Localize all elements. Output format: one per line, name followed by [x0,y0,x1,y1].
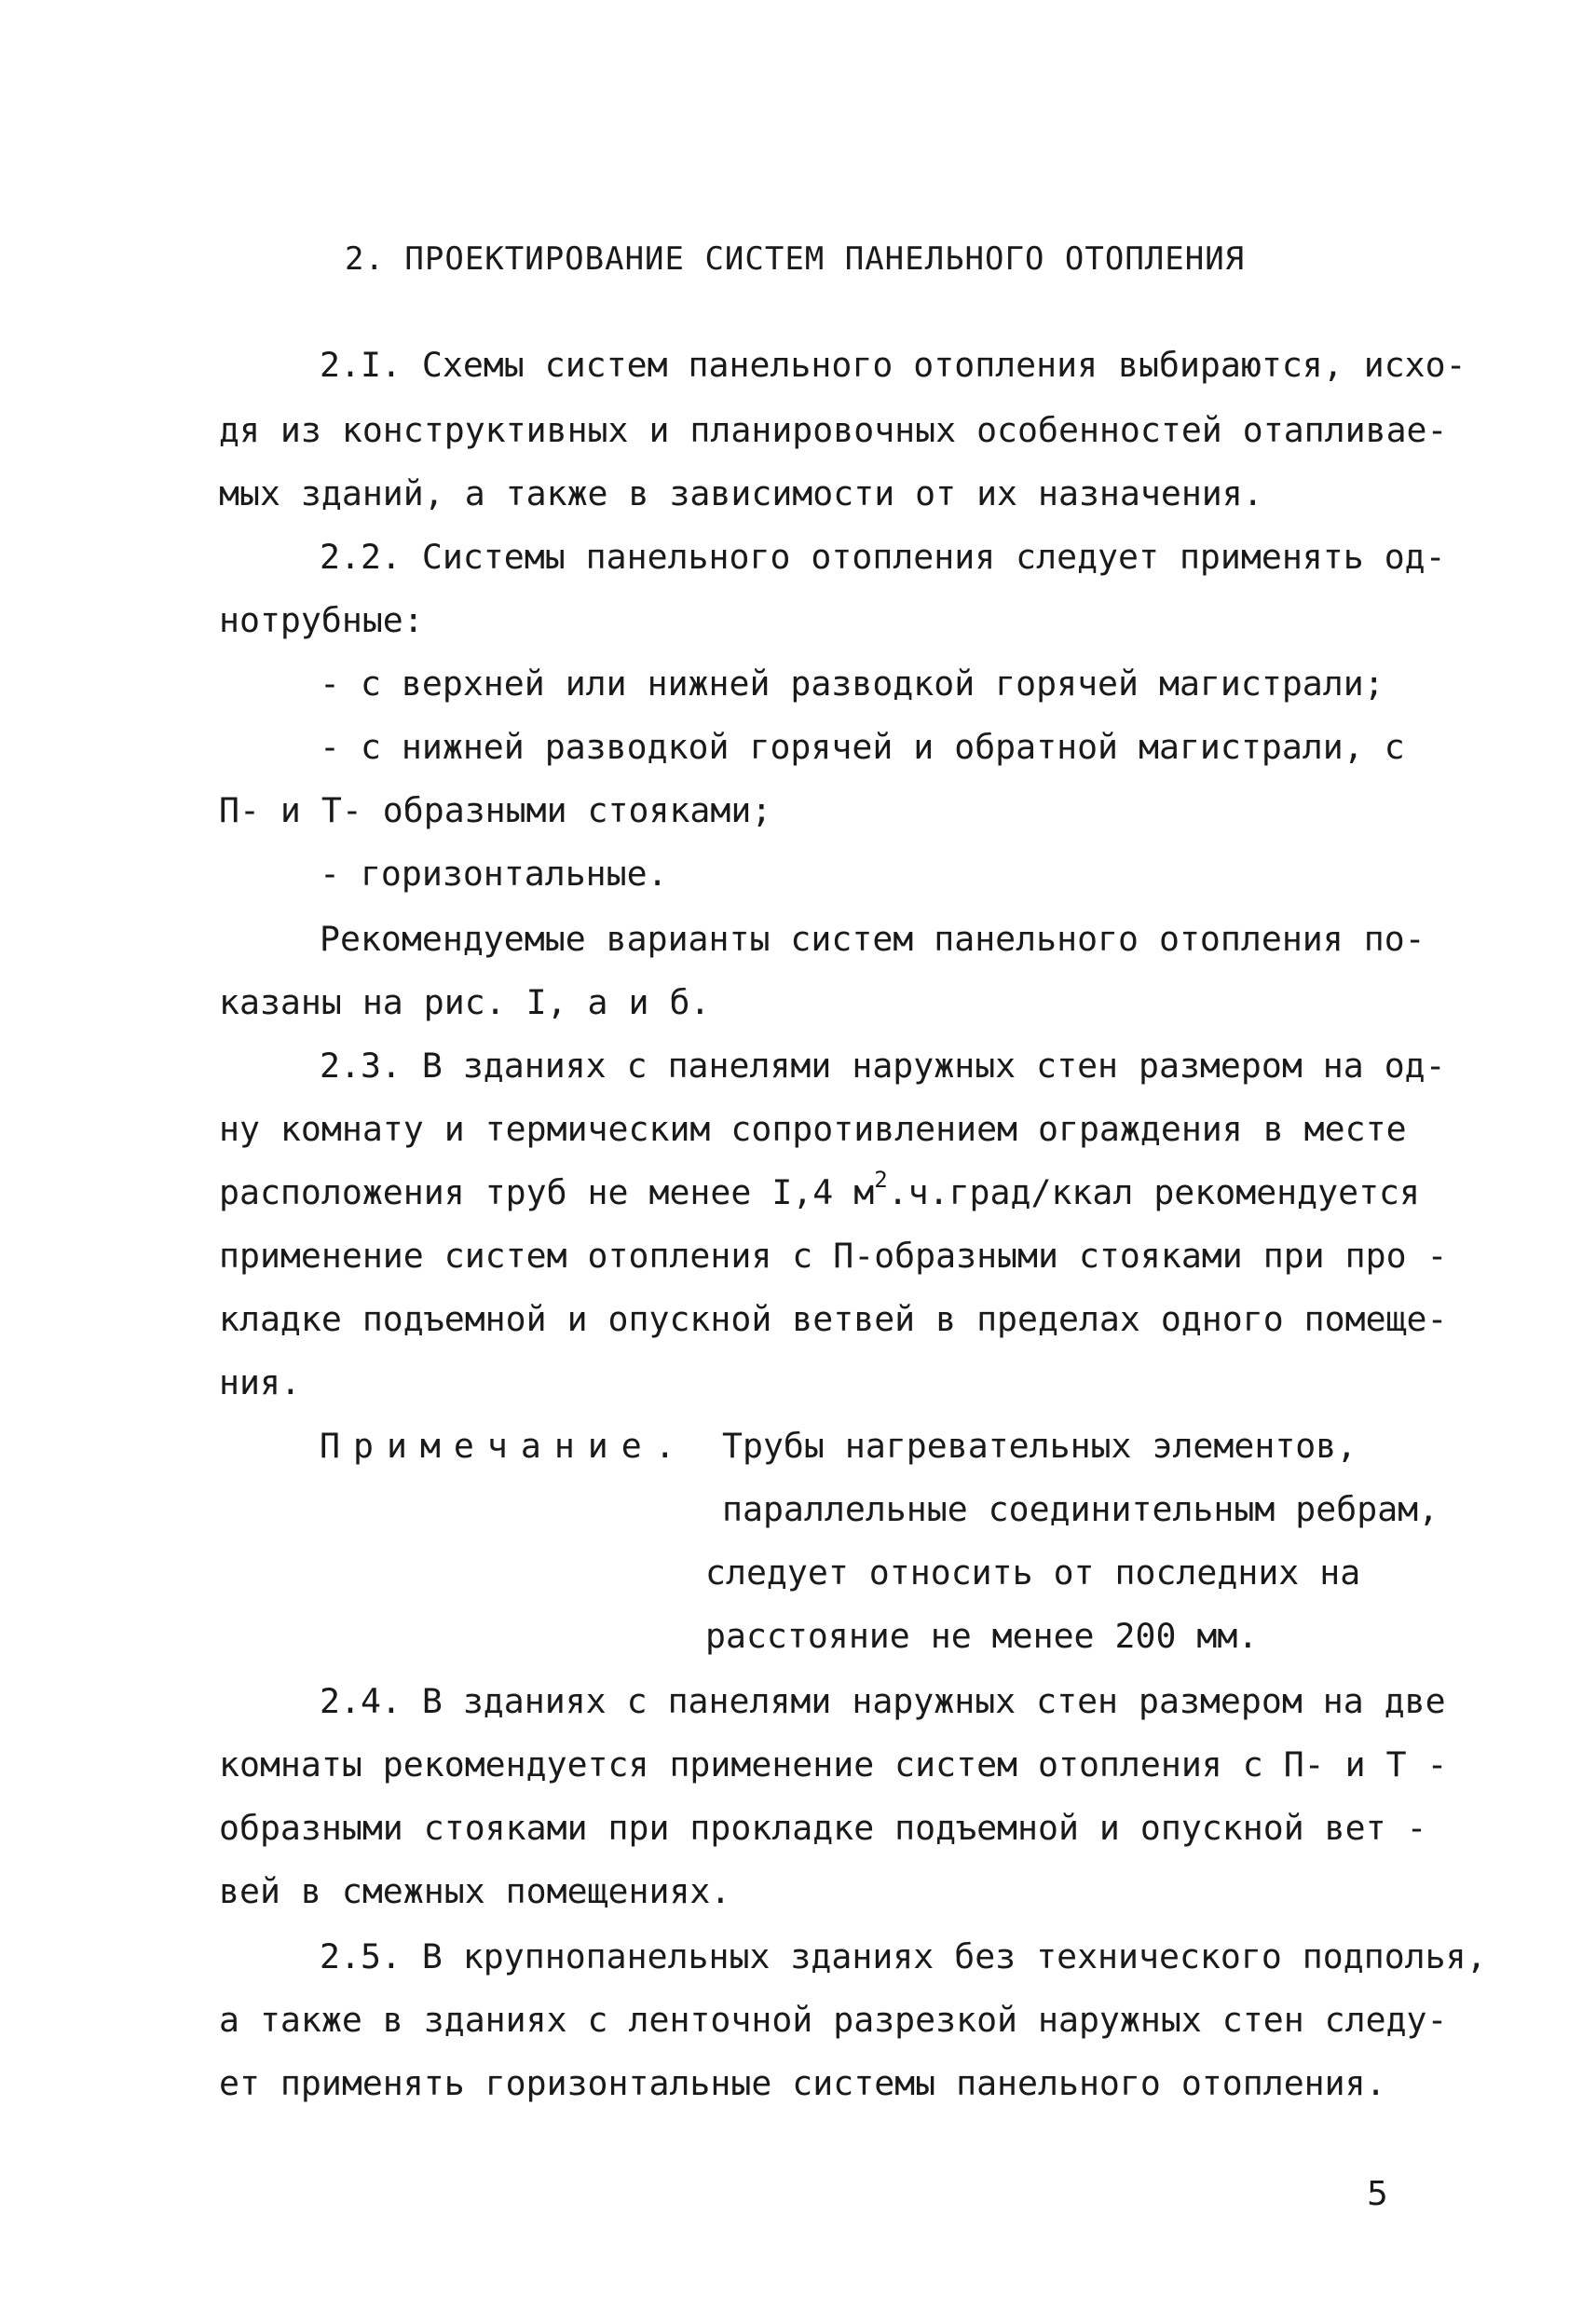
paragraph-2-3-line-1: 2.3. В зданиях с панелями наружных стен размером на од- [320,1046,1446,1086]
paragraph-2-3-line-3-text: расположения труб не менее I,4 м [219,1172,875,1212]
paragraph-2-2-line-2: нотрубные: [219,600,424,640]
recommended-variants-line-2: казаны на рис. I, а и б. [219,982,711,1022]
note-line-2: параллельные соединительным ребрам, [722,1489,1439,1529]
list-item-2: - с нижней разводкой горячей и обратной магистрали, с [320,727,1405,767]
note-line-3: следует относить от последних на [705,1552,1361,1593]
list-item-2-continuation: П- и Т- образными стояками; [219,790,772,830]
list-item-1: - с верхней или нижней разводкой горячей магистрали; [320,663,1385,704]
paragraph-2-5-line-1: 2.5. В крупнопанельных зданиях без технического подполья, [320,1936,1487,1976]
paragraph-2-1-line-1: 2.I. Схемы систем панельного отопления выбираются, исхо- [320,345,1466,385]
paragraph-2-4-line-3: образными стояками при прокладке подъемной и опускной вет - [219,1808,1427,1848]
superscript: 2 [874,1167,888,1193]
page-number: 5 [1367,2175,1388,2213]
paragraph-2-2-line-1: 2.2. Системы панельного отопления следует применять од- [320,537,1446,577]
paragraph-2-1-line-3: мых зданий, а также в зависимости от их назначения. [219,473,1263,513]
paragraph-2-5-line-3: ет применять горизонтальные системы панельного отопления. [219,2063,1386,2103]
recommended-variants-line-1: Рекомендуемые варианты систем панельного отопления по- [320,919,1425,959]
paragraph-2-1-line-2: дя из конструктивных и планировочных особенностей отапливае- [219,410,1448,450]
paragraph-2-3-line-2: ну комнату и термическим сопротивлением ограждения в месте [219,1109,1407,1149]
paragraph-2-3-line-4: применение систем отопления с П-образными стояками при про - [219,1236,1448,1276]
list-item-3: - горизонтальные. [320,854,668,894]
note-label: Примечание. [320,1426,689,1466]
paragraph-2-4-line-4: вей в смежных помещениях. [219,1871,731,1911]
paragraph-2-3-line-5: кладке подъемной и опускной ветвей в пределах одного помеще- [219,1299,1448,1339]
paragraph-2-3-line-3 [219,1167,1421,1212]
paragraph-2-3-line-6: ния. [219,1362,301,1402]
paragraph-2-4-line-2: комнаты рекомендуется применение систем отопления с П- и Т - [219,1744,1448,1785]
paragraph-2-3-line-3-units: .ч.град/ккал рекомендуется [887,1172,1421,1212]
section-title: 2. ПРОЕКТИРОВАНИЕ СИСТЕМ ПАНЕЛЬНОГО ОТОПЛЕНИЯ [345,240,1246,278]
paragraph-2-5-line-2: а также в зданиях с ленточной разрезкой наружных стен следу- [219,2000,1448,2040]
note-line-1: Трубы нагревательных элементов, [722,1426,1357,1466]
paragraph-2-4-line-1: 2.4. В зданиях с панелями наружных стен размером на две [320,1681,1446,1721]
note-line-4: расстояние не менее 200 мм. [705,1616,1259,1656]
